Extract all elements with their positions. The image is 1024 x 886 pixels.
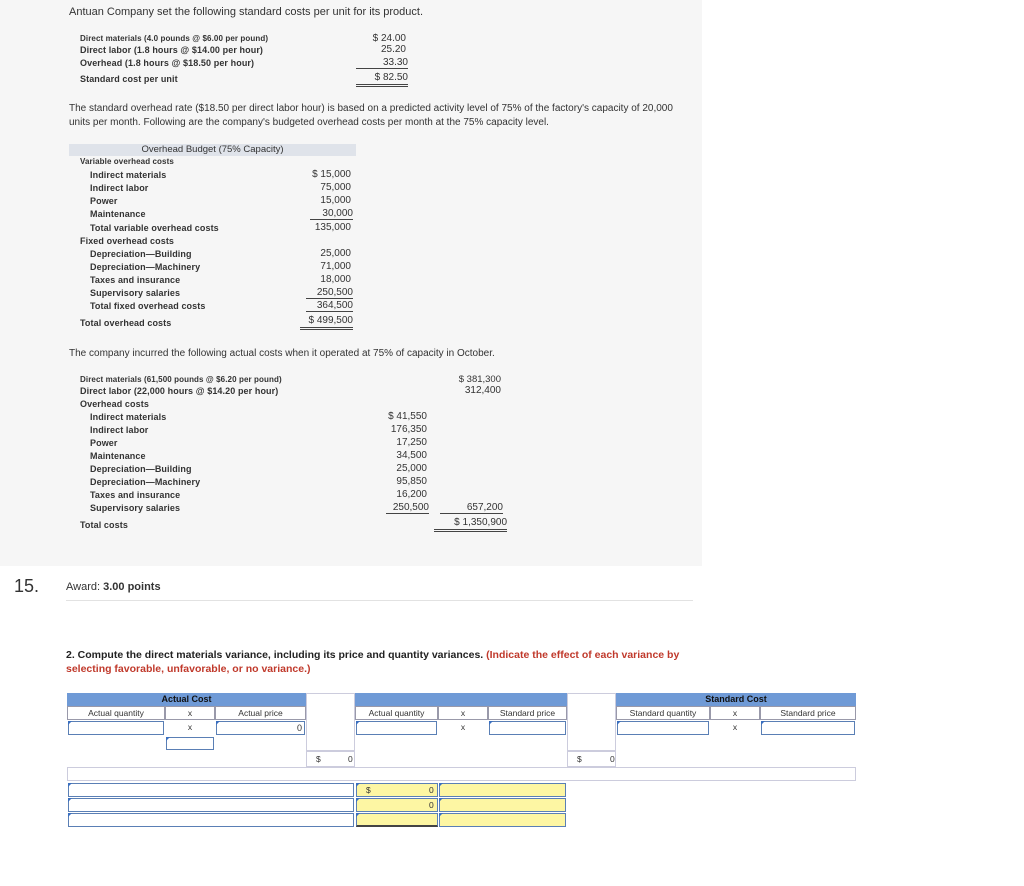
actual-quantity-input[interactable] xyxy=(68,721,164,735)
budget-taxes: Taxes and insurance xyxy=(90,275,181,285)
std-total-value: $ 82.50 xyxy=(356,72,408,87)
dollar-3: $ xyxy=(366,785,371,795)
award-label: Award: xyxy=(66,581,101,593)
aq-input[interactable] xyxy=(356,721,437,735)
sp-header-1: Standard price xyxy=(488,706,567,720)
budget-supervisory: Supervisory salaries xyxy=(90,288,181,298)
actual-intro: The company incurred the following actual costs when it operated at 75% of capacity in October. xyxy=(69,348,495,359)
actual-cost-header: Actual Cost xyxy=(67,693,306,706)
rate-paragraph: The standard overhead rate ($18.50 per direct labor hour) is based on a predicted activity level of 75% of the factory's capacity of 20,000 units per month. Following are the company's budgeted overhead costs per month at the 75% capacity level. xyxy=(69,103,673,128)
actual-power: Power xyxy=(90,438,118,448)
times-2: x xyxy=(460,722,466,732)
actual-dl-label: Direct labor (22,000 hours @ $14.20 per hour) xyxy=(80,386,279,396)
actual-supervisory: Supervisory salaries xyxy=(90,503,181,513)
budget-power: Power xyxy=(90,196,118,206)
actual-quantity-header: Actual quantity xyxy=(67,706,165,720)
actual-taxes-value: 16,200 xyxy=(396,489,427,500)
question-2-prompt: 2. Compute the direct materials variance, including its price and quantity variances. xyxy=(66,649,484,661)
budget-dep-building: Depreciation—Building xyxy=(90,249,192,259)
budget-total-variable: Total variable overhead costs xyxy=(90,223,219,233)
dollar-1: $ xyxy=(316,754,321,764)
budget-total-value: $ 499,500 xyxy=(300,315,353,330)
times-header-1: x xyxy=(165,706,215,720)
question-number: 15. xyxy=(14,576,40,596)
problem-statement xyxy=(0,0,702,566)
budget-variable-label: Variable overhead costs xyxy=(80,157,174,166)
quantity-variance-label-input[interactable] xyxy=(68,798,354,812)
question-2-note: (Indicate the effect of each variance by selecting favorable, unfavorable, or no variance.) xyxy=(66,649,680,675)
budget-maintenance: Maintenance xyxy=(90,209,146,219)
std-dl-value: 25.20 xyxy=(380,44,406,55)
intro-text: Antuan Company set the following standard costs per unit for its product. xyxy=(69,6,424,18)
actual-power-value: 17,250 xyxy=(396,437,427,448)
budget-total-variable-value: 135,000 xyxy=(314,222,351,233)
times-header-3: x xyxy=(710,706,760,720)
times-1: x xyxy=(187,722,193,732)
standard-cost-header: Standard Cost xyxy=(616,693,856,706)
budget-indirect-materials-value: $ 15,000 xyxy=(312,169,351,180)
actual-dl-value: 312,400 xyxy=(464,385,501,396)
zero-2: 0 xyxy=(610,754,615,764)
budget-supervisory-value: 250,500 xyxy=(306,287,353,299)
std-dm-label: Direct materials (4.0 pounds @ $6.00 per pound) xyxy=(80,34,269,43)
sp-input-1[interactable] xyxy=(489,721,566,735)
quantity-variance-effect-select[interactable] xyxy=(439,798,566,812)
actual-indirect-labor: Indirect labor xyxy=(90,425,149,435)
zero-1: 0 xyxy=(348,754,353,764)
quantity-variance-amount[interactable] xyxy=(356,798,438,812)
budget-indirect-materials: Indirect materials xyxy=(90,170,167,180)
actual-indirect-materials: Indirect materials xyxy=(90,412,167,422)
std-oh-label: Overhead (1.8 hours @ $18.50 per hour) xyxy=(80,58,255,68)
budget-total-fixed: Total fixed overhead costs xyxy=(90,301,206,311)
question-2-text xyxy=(66,648,696,676)
times-header-2: x xyxy=(438,706,488,720)
sp-input-2[interactable] xyxy=(761,721,855,735)
spacer-col-2-result xyxy=(567,751,616,767)
price-variance-effect-select[interactable] xyxy=(439,783,566,797)
budget-maintenance-value: 30,000 xyxy=(310,208,353,220)
sp-header-2: Standard price xyxy=(760,706,856,720)
aq-sp-header xyxy=(355,693,567,706)
spacer-col-2 xyxy=(567,693,616,751)
actual-dep-machinery-value: 95,850 xyxy=(396,476,427,487)
standard-quantity-input[interactable] xyxy=(617,721,709,735)
total-variance-amount[interactable] xyxy=(356,813,438,827)
row-separator xyxy=(67,767,856,781)
actual-dm-value: $ 381,300 xyxy=(458,374,501,385)
budget-fixed-label: Fixed overhead costs xyxy=(80,236,175,246)
standard-quantity-header: Standard quantity xyxy=(616,706,710,720)
aq-header: Actual quantity xyxy=(355,706,438,720)
zero-4: 0 xyxy=(429,800,434,810)
actual-dep-machinery: Depreciation—Machinery xyxy=(90,477,201,487)
dollar-2: $ xyxy=(577,754,582,764)
std-dl-label: Direct labor (1.8 hours @ $14.00 per hour) xyxy=(80,45,264,55)
actual-indirect-labor-value: 176,350 xyxy=(390,424,427,435)
actual-dm-label: Direct materials (61,500 pounds @ $6.20 per pound) xyxy=(80,375,282,384)
actual-indirect-materials-value: $ 41,550 xyxy=(388,411,427,422)
budget-title: Overhead Budget (75% Capacity) xyxy=(69,144,356,156)
actual-dep-building-value: 25,000 xyxy=(396,463,427,474)
std-oh-value: 33.30 xyxy=(356,57,408,69)
price-variance-label-input[interactable] xyxy=(68,783,354,797)
budget-indirect-labor: Indirect labor xyxy=(90,183,149,193)
actual-dep-building: Depreciation—Building xyxy=(90,464,192,474)
actual-overhead-total: 657,200 xyxy=(440,502,503,514)
award-points: 3.00 points xyxy=(103,581,161,593)
total-variance-effect-select[interactable] xyxy=(439,813,566,827)
actual-maintenance: Maintenance xyxy=(90,451,146,461)
actual-total-label: Total costs xyxy=(80,520,128,530)
zero-3: 0 xyxy=(429,785,434,795)
budget-dep-building-value: 25,000 xyxy=(320,248,351,259)
std-total-label: Standard cost per unit xyxy=(80,74,178,84)
budget-power-value: 15,000 xyxy=(320,195,351,206)
award-line xyxy=(66,581,161,593)
spacer-col-1 xyxy=(306,693,355,751)
total-variance-label-input[interactable] xyxy=(68,813,354,827)
actual-taxes: Taxes and insurance xyxy=(90,490,181,500)
actual-total-value: $ 1,350,900 xyxy=(434,517,507,532)
budget-total: Total overhead costs xyxy=(80,318,172,328)
times-3: x xyxy=(732,722,738,732)
actual-cost-extra-input[interactable] xyxy=(166,737,214,750)
actual-supervisory-value: 250,500 xyxy=(386,502,429,514)
budget-indirect-labor-value: 75,000 xyxy=(320,182,351,193)
budget-taxes-value: 18,000 xyxy=(320,274,351,285)
actual-maintenance-value: 34,500 xyxy=(396,450,427,461)
budget-dep-machinery-value: 71,000 xyxy=(320,261,351,272)
budget-dep-machinery: Depreciation—Machinery xyxy=(90,262,201,272)
actual-cost-result: 0 xyxy=(296,723,302,733)
std-dm-value: $ 24.00 xyxy=(372,33,406,44)
budget-total-fixed-value: 364,500 xyxy=(306,300,353,312)
actual-price-header: Actual price xyxy=(215,706,306,720)
actual-overhead-label: Overhead costs xyxy=(80,399,149,409)
divider xyxy=(66,600,693,601)
